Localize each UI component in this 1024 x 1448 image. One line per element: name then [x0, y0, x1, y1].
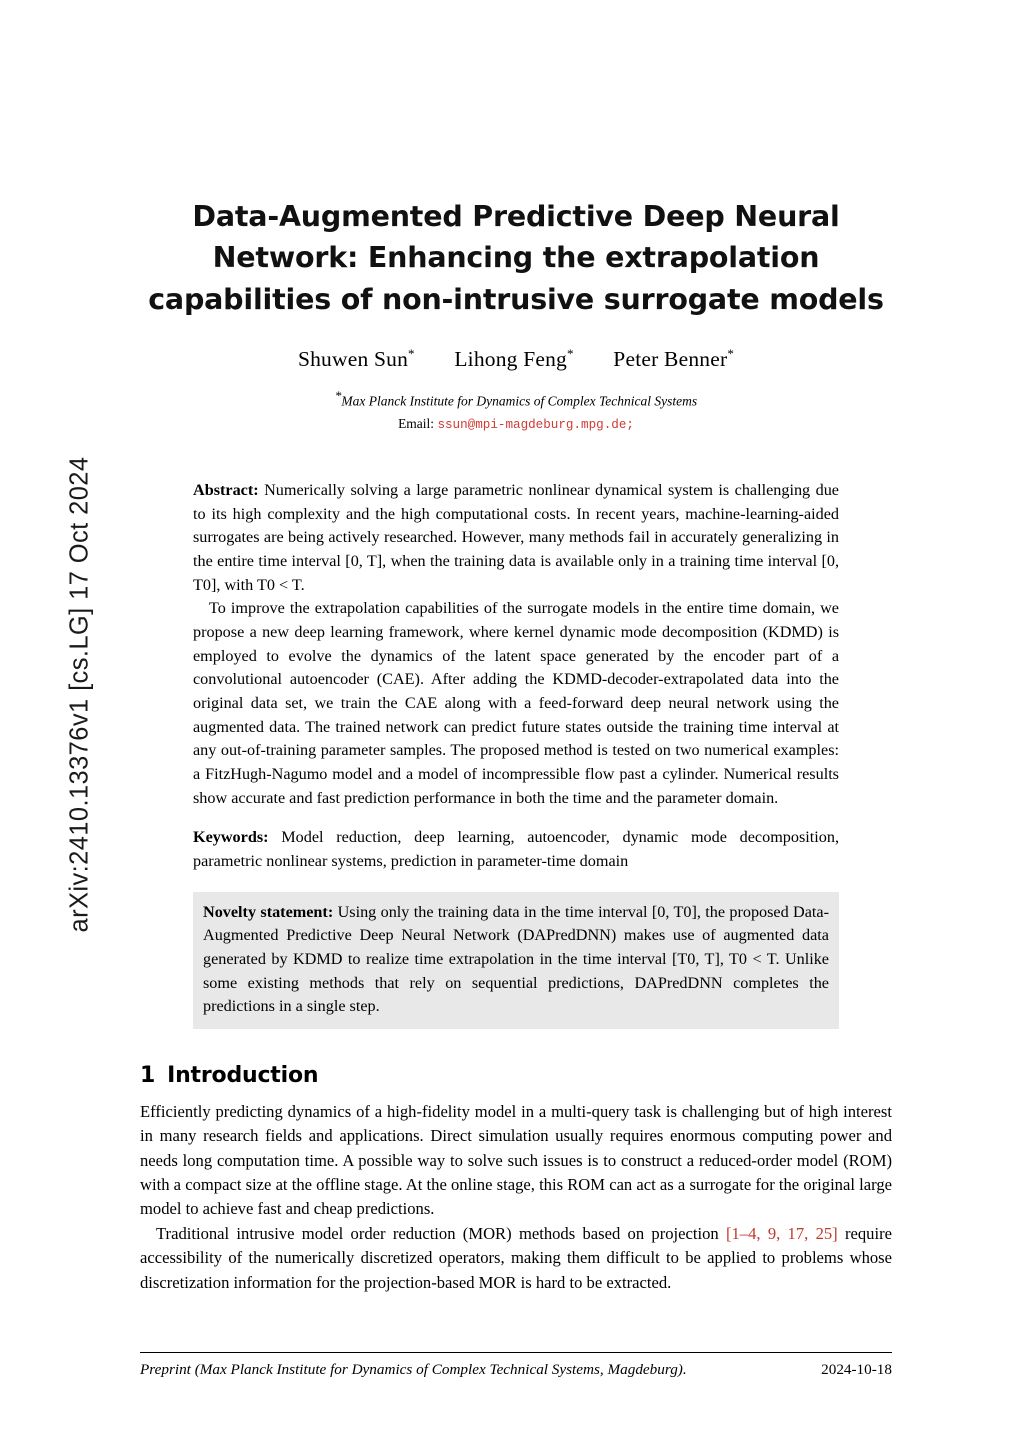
footer-divider	[140, 1352, 892, 1353]
email-link[interactable]: ssun@mpi-magdeburg.mpg.de;	[437, 417, 634, 432]
paper-page	[140, 0, 892, 1448]
novelty-statement-box	[193, 892, 839, 1029]
section1-paragraph-2-part1: Traditional intrusive model order reduction (MOR) methods based on projection	[156, 1223, 726, 1243]
novelty-text: Using only the training data in the time interval [0, T0], the proposed Data-Augmented Predictive Deep Neural Network (DAPredDNN) makes use of augmented data generated by KDMD to realize time extrapolation in the time interval [T0, T], T0 < T. Unlike some existing methods that rely on sequential predictions, DAPredDNN completes the predictions in a single step.	[203, 902, 830, 1016]
section-heading-introduction	[140, 1063, 892, 1088]
author	[298, 346, 415, 372]
author	[454, 346, 573, 372]
affiliation-text: Max Planck Institute for Dynamics of Complex Technical Systems	[341, 393, 698, 409]
author-affiliation-mark: *	[408, 345, 415, 361]
footer-preprint-note: Preprint (Max Planck Institute for Dynamics of Complex Technical Systems, Magdeburg).	[140, 1361, 687, 1378]
author-affiliation-mark: *	[567, 345, 574, 361]
author-affiliation-mark: *	[727, 345, 735, 361]
author-name: Shuwen Sun	[297, 347, 409, 372]
section-number: 1	[140, 1062, 156, 1088]
abstract-paragraph-2: To improve the extrapolation capabilities of the surrogate models in the entire time domain, we propose a new deep learning framework, where kernel dynamic mode decomposition (KDMD) is employed to evolve the dynamics of the latent space generated by the encoder part of a convolutional autoencoder (CAE). After adding the KDMD-decoder-extrapolated data into the original data set, we train the CAE along with a feed-forward deep neural network using the augmented data. The trained network can predict future states outside the training time interval at any out-of-training parameter samples. The proposed method is tested on two numerical examples: a FitzHugh-Nagumo model and a model of incompressible flow past a cylinder. Numerical results show accurate and fast prediction performance in both the time and the parameter domain.	[193, 599, 839, 807]
section1-paragraph-2	[140, 1222, 892, 1295]
section1-body	[140, 1100, 892, 1295]
keywords-text: Model reduction, deep learning, autoencoder, dynamic mode decomposition, parametric nonlinear systems, prediction in parameter-time domain	[193, 828, 840, 870]
author-list	[140, 346, 892, 372]
abstract-label: Abstract:	[193, 481, 259, 500]
author	[613, 346, 734, 372]
page-title-text: Data-Augmented Predictive Deep Neural Network: Enhancing the extrapolation capabilities of non-intrusive surrogate models	[148, 200, 884, 316]
keywords-paragraph	[193, 826, 839, 873]
section-title: Introduction	[167, 1062, 319, 1088]
abstract-text-1: Numerically solving a large parametric nonlinear dynamical system is challenging due to its high complexity and the high computational costs. In recent years, machine-learning-aided surrogates are being actively researched. However, many methods fail in accurately generalizing in the entire time interval [0, T], when the training data is available only in a training time interval [0, T0], with T0 < T.	[193, 481, 839, 594]
novelty-label: Novelty statement:	[203, 902, 334, 921]
arxiv-stamp-text: arXiv:2410.13376v1 [cs.LG] 17 Oct 2024	[65, 456, 94, 933]
author-name: Lihong Feng	[454, 347, 568, 372]
abstract-paragraph-1	[193, 479, 839, 597]
abstract-block	[193, 479, 839, 874]
email-line	[140, 414, 892, 436]
citation-link[interactable]: [1–4, 9, 17, 25]	[725, 1223, 838, 1243]
footer-date: 2024-10-18	[821, 1361, 892, 1378]
section1-paragraph-1: Efficiently predicting dynamics of a high-fidelity model in a multi-query task is challenging but of high interest in many research fields and applications. Direct simulation usually requires enormous computing power and needs long computation time. A possible way to solve such issues is to construct a reduced-order model (ROM) with a compact size at the offline stage. At the online stage, this ROM can act as a surrogate for the original large model to achieve fast and cheap predictions.	[140, 1101, 892, 1219]
email-label: Email:	[398, 415, 435, 431]
page-footer	[140, 1352, 892, 1379]
page-title	[140, 196, 892, 320]
affiliation-mark: *	[334, 388, 342, 404]
arxiv-stamp	[0, 0, 120, 1448]
author-name: Peter Benner	[613, 347, 728, 372]
affiliation	[140, 386, 892, 435]
section1-paragraph-2-part2: require accessibility of the numerically discretized operators, making them difficult to be applied to problems whose discretization information for the projection-based MOR is hard to be extracted.	[140, 1223, 892, 1292]
keywords-label: Keywords:	[193, 828, 269, 847]
